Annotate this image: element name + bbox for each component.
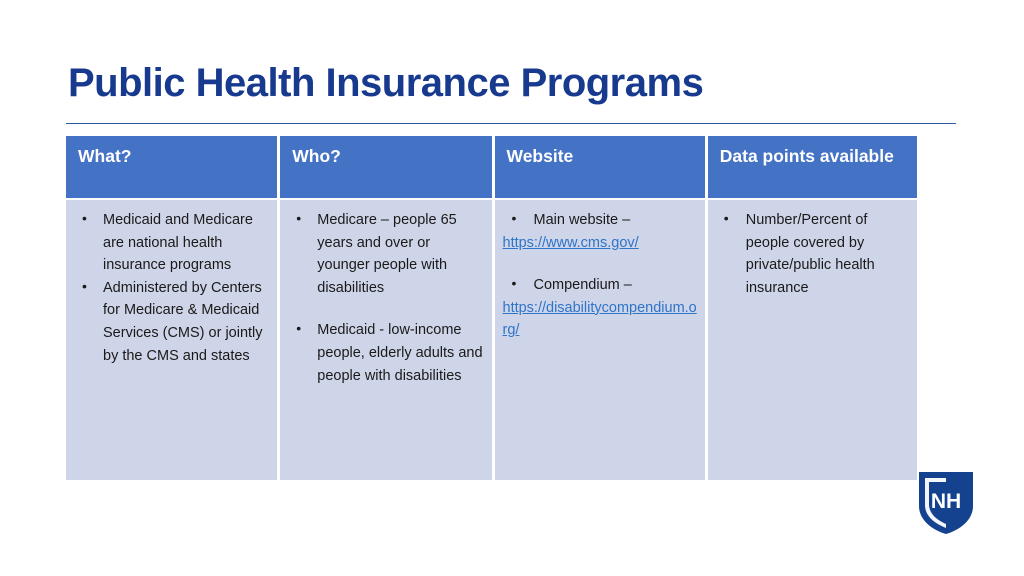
link-cms-gov[interactable]: https://www.cms.gov/	[502, 234, 639, 251]
link-disability-compendium[interactable]: https://disabilitycompendium.org/	[502, 299, 697, 339]
bullet-list-who	[286, 209, 483, 387]
list-item: • Administered by Centers for Medicare & Medicaid Services (CMS) or jointly by the CMS and states	[72, 277, 269, 367]
bullet-list-data-points	[714, 209, 909, 299]
table-header-what: What?	[66, 136, 277, 198]
list-item-label: Main website –	[533, 212, 631, 228]
list-item: • Medicaid - low-income people, elderly adults and people with disabilities	[286, 319, 483, 387]
table-body-row	[66, 200, 917, 480]
title-divider	[66, 123, 956, 124]
page-title: Public Health Insurance Programs	[68, 61, 704, 105]
list-item-label: Compendium –	[533, 277, 632, 294]
info-table	[66, 136, 917, 480]
bullet-list-what	[72, 209, 269, 367]
list-item: • Medicare – people 65 years and over or younger people with disabilities	[286, 209, 483, 299]
list-item	[501, 209, 697, 254]
list-item: • Medicaid and Medicare are national health insurance programs	[72, 209, 269, 277]
table-header-data-points: Data points available	[708, 136, 917, 198]
table-cell-data-points	[708, 200, 917, 480]
table-cell-what	[66, 200, 277, 480]
table-cell-who	[280, 200, 491, 480]
list-item	[501, 274, 697, 342]
table-header-who: Who?	[280, 136, 491, 198]
table-cell-website	[495, 200, 705, 480]
bullet-list-website	[501, 209, 697, 342]
unh-shield-logo	[916, 470, 976, 536]
table-header-row	[66, 136, 917, 198]
table-header-website: Website	[495, 136, 705, 198]
unh-logo-letters: NH	[930, 490, 962, 513]
list-item: • Number/Percent of people covered by private/public health insurance	[714, 209, 909, 299]
